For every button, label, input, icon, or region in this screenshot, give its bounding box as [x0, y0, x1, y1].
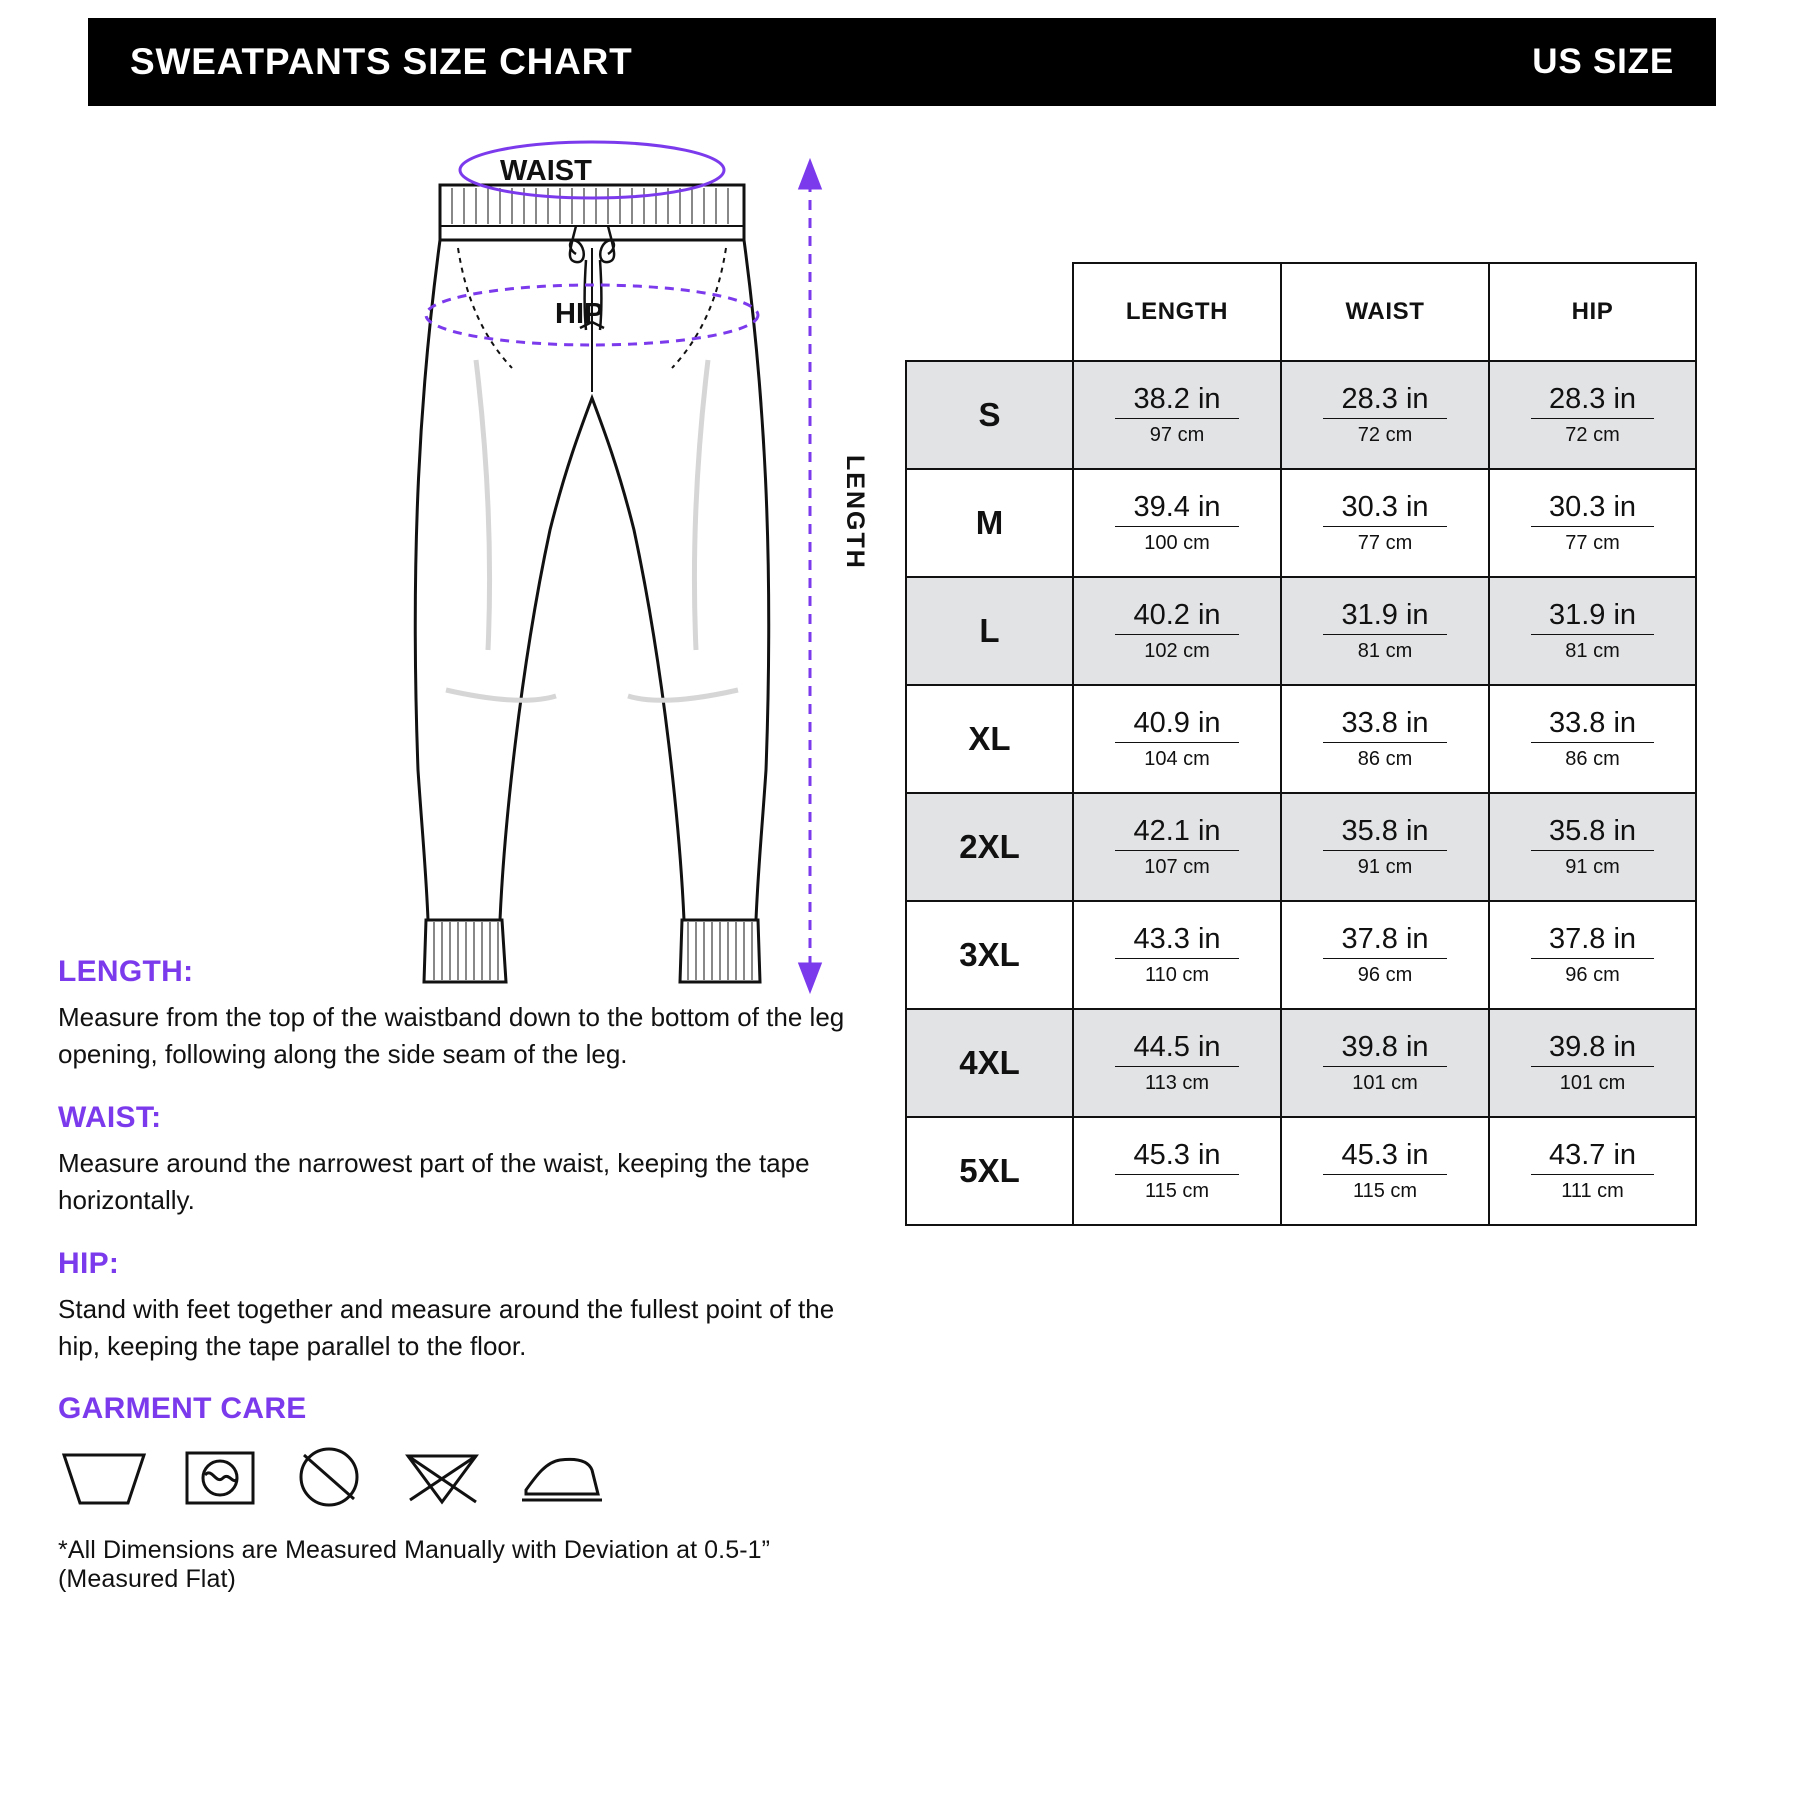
value-inch: 30.3 in: [1531, 492, 1654, 527]
value-inch: 37.8 in: [1531, 924, 1654, 959]
value-cm: 72 cm: [1565, 424, 1620, 447]
value-cm: 96 cm: [1357, 964, 1413, 987]
cell-waist: [1281, 577, 1489, 685]
row-size-label: 2XL: [906, 793, 1073, 901]
guide-body-waist: Measure around the narrowest part of the waist, keeping the tape horizontally.: [58, 1147, 810, 1215]
value-cm: 86 cm: [1565, 748, 1620, 771]
size-table: [905, 262, 1697, 1226]
cell-waist: [1281, 1117, 1489, 1225]
table-row: [906, 361, 1696, 469]
value-cm: 111 cm: [1561, 1180, 1624, 1203]
value-inch: 39.8 in: [1323, 1032, 1446, 1067]
value-cm: 102 cm: [1144, 640, 1210, 663]
measurement-guide: [58, 955, 868, 1594]
value-cm: 115 cm: [1352, 1180, 1418, 1203]
footnote: *All Dimensions are Measured Manually with Deviation at 0.5-1” (Measured Flat): [58, 1536, 771, 1594]
cell-waist: [1281, 685, 1489, 793]
value-inch: 43.3 in: [1115, 924, 1238, 959]
value-inch: 42.1 in: [1115, 816, 1238, 851]
value-cm: 96 cm: [1565, 964, 1620, 987]
cell-waist: [1281, 901, 1489, 1009]
cell-waist: [1281, 1009, 1489, 1117]
value-cm: 110 cm: [1144, 964, 1210, 987]
table-row: [906, 1117, 1696, 1225]
cell-length: [1073, 685, 1281, 793]
value-cm: 91 cm: [1565, 856, 1620, 879]
row-size-label: 3XL: [906, 901, 1073, 1009]
do-not-dry-clean-icon: [400, 1444, 484, 1510]
value-cm: 107 cm: [1144, 856, 1210, 879]
value-cm: 115 cm: [1144, 1180, 1210, 1203]
table-row: [906, 469, 1696, 577]
value-inch: 37.8 in: [1323, 924, 1446, 959]
value-inch: 45.3 in: [1115, 1140, 1238, 1175]
table-row: [906, 577, 1696, 685]
cell-hip: [1489, 469, 1696, 577]
row-size-label: S: [906, 361, 1073, 469]
table-row: [906, 1009, 1696, 1117]
page-title: SWEATPANTS SIZE CHART: [130, 41, 633, 82]
value-inch: 43.7 in: [1531, 1140, 1654, 1175]
value-cm: 72 cm: [1357, 424, 1413, 447]
row-size-label: XL: [906, 685, 1073, 793]
cell-length: [1073, 577, 1281, 685]
table-row: [906, 685, 1696, 793]
do-not-bleach-icon: [290, 1444, 368, 1510]
value-cm: 77 cm: [1357, 532, 1413, 555]
value-cm: 100 cm: [1144, 532, 1210, 555]
cell-length: [1073, 901, 1281, 1009]
tumble-dry-icon: [182, 1445, 258, 1509]
cell-waist: [1281, 361, 1489, 469]
row-size-label: 5XL: [906, 1117, 1073, 1225]
value-inch: 28.3 in: [1323, 384, 1446, 419]
value-cm: 77 cm: [1565, 532, 1620, 555]
cell-length: [1073, 1117, 1281, 1225]
value-inch: 40.2 in: [1115, 600, 1238, 635]
column-header-hip: HIP: [1489, 263, 1696, 361]
cell-length: [1073, 469, 1281, 577]
row-size-label: M: [906, 469, 1073, 577]
guide-body-length: Measure from the top of the waistband down to the bottom of the leg opening, following along the side seam of the leg.: [58, 1002, 845, 1069]
value-inch: 33.8 in: [1323, 708, 1446, 743]
cell-length: [1073, 793, 1281, 901]
cell-hip: [1489, 685, 1696, 793]
value-cm: 86 cm: [1357, 748, 1413, 771]
cell-length: [1073, 1009, 1281, 1117]
cell-hip: [1489, 577, 1696, 685]
unit-label: US SIZE: [1532, 42, 1674, 81]
length-arrow-label: LENGTH: [841, 455, 869, 570]
machine-wash-icon: [58, 1445, 150, 1509]
iron-icon: [516, 1446, 608, 1508]
value-cm: 97 cm: [1149, 424, 1205, 447]
cell-length: [1073, 361, 1281, 469]
cell-waist: [1281, 793, 1489, 901]
column-header-length: LENGTH: [1073, 263, 1281, 361]
value-cm: 81 cm: [1357, 640, 1413, 663]
cell-hip: [1489, 901, 1696, 1009]
value-inch: 28.3 in: [1531, 384, 1654, 419]
cell-hip: [1489, 793, 1696, 901]
value-inch: 40.9 in: [1115, 708, 1238, 743]
value-inch: 35.8 in: [1323, 816, 1446, 851]
value-inch: 45.3 in: [1323, 1140, 1446, 1175]
value-inch: 35.8 in: [1531, 816, 1654, 851]
row-size-label: L: [906, 577, 1073, 685]
value-inch: 31.9 in: [1531, 600, 1654, 635]
row-size-label: 4XL: [906, 1009, 1073, 1117]
garment-care-icons: [58, 1444, 868, 1510]
table-row: [906, 901, 1696, 1009]
table-header-row: [906, 263, 1696, 361]
garment-care-heading: GARMENT CARE: [58, 1392, 307, 1426]
hip-label: HIP: [555, 298, 604, 330]
value-inch: 31.9 in: [1323, 600, 1446, 635]
value-inch: 39.4 in: [1115, 492, 1238, 527]
value-inch: 39.8 in: [1531, 1032, 1654, 1067]
cell-hip: [1489, 1009, 1696, 1117]
size-table-wrapper: [905, 262, 1695, 1226]
table-corner-cell: [906, 263, 1073, 361]
value-cm: 101 cm: [1559, 1072, 1626, 1095]
value-inch: 30.3 in: [1323, 492, 1446, 527]
value-cm: 113 cm: [1144, 1072, 1210, 1095]
header-bar: [88, 18, 1716, 106]
guide-heading-waist: WAIST:: [58, 1100, 162, 1134]
cell-hip: [1489, 361, 1696, 469]
guide-heading-length: LENGTH:: [58, 955, 194, 988]
value-cm: 104 cm: [1144, 748, 1210, 771]
table-row: [906, 793, 1696, 901]
value-inch: 33.8 in: [1531, 708, 1654, 743]
value-cm: 91 cm: [1357, 856, 1413, 879]
value-inch: 44.5 in: [1115, 1032, 1238, 1067]
column-header-waist: WAIST: [1281, 263, 1489, 361]
cell-waist: [1281, 469, 1489, 577]
guide-body-hip: Stand with feet together and measure around the fullest point of the hip, keeping the tape parallel to the floor.: [58, 1293, 835, 1361]
waist-label: WAIST: [500, 155, 592, 187]
value-inch: 38.2 in: [1115, 384, 1238, 419]
value-cm: 81 cm: [1565, 640, 1620, 663]
cell-hip: [1489, 1117, 1696, 1225]
guide-heading-hip: HIP:: [58, 1246, 120, 1280]
value-cm: 101 cm: [1352, 1072, 1418, 1095]
sweatpants-illustration: [380, 130, 850, 1010]
